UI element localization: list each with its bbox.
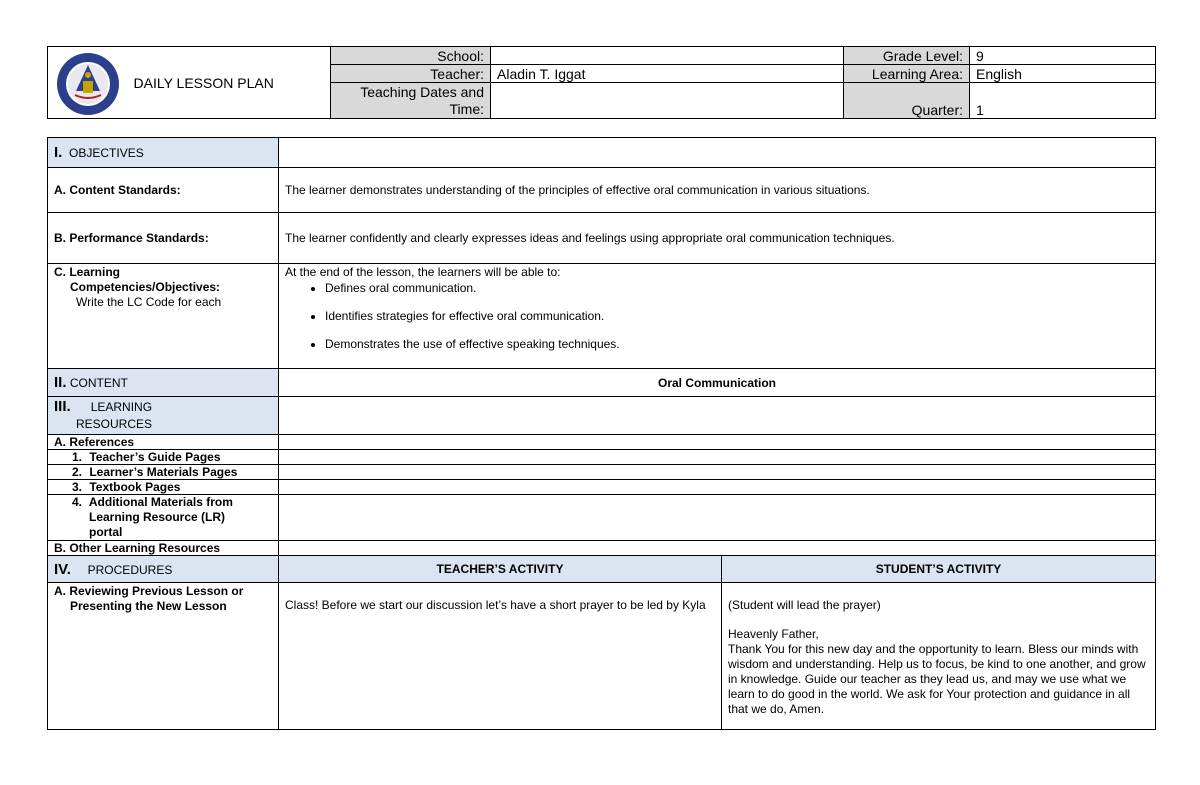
resource-item-label: Teacher’s Guide Pages [89,450,221,464]
teaching-dates-label-line1: Teaching Dates and [360,83,484,100]
deped-seal-logo [55,51,121,117]
resource-item-value [279,450,1156,465]
resource-item4-line3: portal [89,525,123,539]
content-numeral: II. [54,374,67,391]
performance-standards-label: B. Performance Standards: [48,213,279,264]
reviewing-lesson-teacher-activity: Class! Before we start our discussion let’s have a short prayer to be led by Kyla [279,583,722,730]
resource-item-value [279,480,1156,495]
resource-item-additional-materials [48,495,279,541]
teaching-dates-label-line2: Time: [449,100,484,117]
reviewing-lesson-label-line1: A. Reviewing Previous Lesson or [54,584,244,598]
learning-area-label: Learning Area: [844,65,970,83]
resource-item-number: 1. [72,450,83,464]
learning-resources-heading-line2: RESOURCES [76,417,153,431]
competencies-note: Write the LC Code for each [76,295,222,309]
procedures-numeral: IV. [54,560,71,578]
reviewing-lesson-label [48,583,279,730]
resource-item-label: Textbook Pages [89,480,181,494]
resource-item4-line1: Additional Materials from [88,495,233,509]
content-heading [48,369,279,397]
content-standards-value: The learner demonstrates understanding of the principles of effective oral communication in various situations. [279,168,1156,213]
grade-level-value: 9 [970,47,1156,65]
competencies-label-line1: C. Learning [54,265,121,279]
teacher-activity-column-header: TEACHER’S ACTIVITY [279,556,722,583]
resource-item-label: Learner’s Materials Pages [89,465,238,479]
objectives-heading [48,138,279,168]
resource-item-teachers-guide [48,450,279,465]
resource-item-value [279,465,1156,480]
learning-resources-heading-line1: LEARNING [90,400,153,414]
learning-area-value: English [970,65,1156,83]
objectives-heading-text: OBJECTIVES [69,146,144,160]
logo-cell [48,47,128,119]
content-value: Oral Communication [279,369,1156,397]
references-empty [279,435,1156,450]
performance-standards-value: The learner confidently and clearly expresses ideas and feelings using appropriate oral communication techniques. [279,213,1156,264]
reviewing-lesson-student-activity [722,583,1156,730]
competencies-label [48,264,279,369]
prayer-text: Thank You for this new day and the opportunity to learn. Bless our minds with wisdom and understanding. Help us to focus, be kind to one another, and grow in knowledge. Guide our teacher as they lead us, and may we use what we learn to do good in the world. We ask for Your protection and guidance in all that we do, Amen. [728,642,1146,716]
learning-resources-numeral: III. [54,398,71,415]
objectives-heading-empty [279,138,1156,168]
competencies-intro: At the end of the lesson, the learners will be able to: [285,265,561,279]
resource-item-number: 4. [72,495,83,509]
learning-resources-empty [279,397,1156,435]
grade-level-label: Grade Level: [844,47,970,65]
lesson-plan-table [47,137,1156,730]
prayer-greeting: Heavenly Father, [728,627,819,641]
resource-item-number: 2. [72,465,83,479]
references-label: A. References [48,435,279,450]
competency-item: • Identifies strategies for effective oral communication. [325,309,1149,323]
teaching-dates-value [491,83,844,119]
competency-item: • Demonstrates the use of effective speaking techniques. [325,337,1149,351]
quarter-label: Quarter: [844,83,970,119]
competencies-list [285,281,1149,351]
teacher-value: Aladin T. Iggat [491,65,844,83]
content-heading-text: CONTENT [69,376,128,390]
competencies-value [279,264,1156,369]
school-value [491,47,844,65]
document-title: DAILY LESSON PLAN [128,47,331,119]
resource-item4-line2: Learning Resource (LR) [89,510,226,524]
header-table [47,46,1156,119]
competency-item: • Defines oral communication. [325,281,1149,295]
teaching-dates-label [331,83,491,119]
quarter-value: 1 [970,83,1156,119]
learning-resources-heading [48,397,279,435]
teacher-label: Teacher: [331,65,491,83]
reviewing-lesson-label-line2: Presenting the New Lesson [70,599,227,613]
student-activity-intro: (Student will lead the prayer) [728,598,881,612]
content-standards-label: A. Content Standards: [48,168,279,213]
resource-item-textbook [48,480,279,495]
resource-item-number: 3. [72,480,83,494]
procedures-heading-text: PROCEDURES [87,562,173,577]
school-label: School: [331,47,491,65]
objectives-numeral: I. [54,144,63,161]
other-resources-empty [279,541,1156,556]
resource-item-learners-materials [48,465,279,480]
competencies-label-line2: Competencies/Objectives: [70,280,221,294]
student-activity-column-header: STUDENT’S ACTIVITY [722,556,1156,583]
other-resources-label: B. Other Learning Resources [48,541,279,556]
procedures-heading [48,556,279,583]
resource-item-value [279,495,1156,541]
